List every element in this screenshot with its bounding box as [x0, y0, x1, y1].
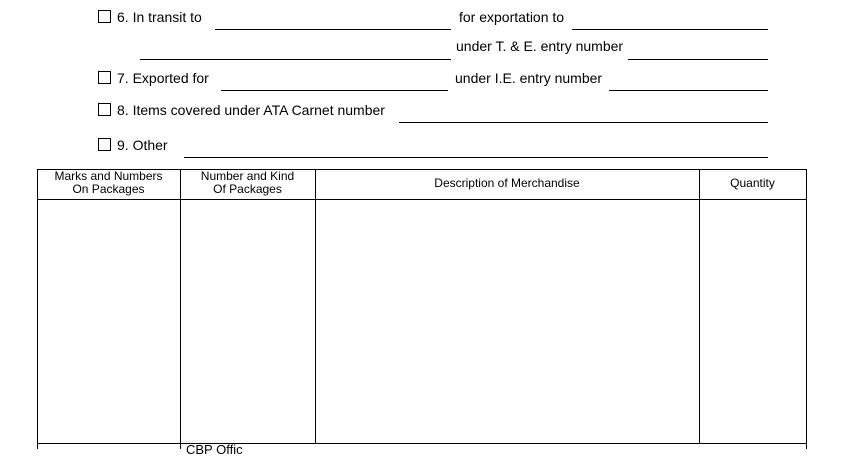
item8-checkbox[interactable] — [98, 103, 111, 116]
item9-label: 9. Other — [117, 137, 168, 153]
ie-entry-label: under I.E. entry number — [455, 70, 603, 86]
item7-checkbox[interactable] — [98, 71, 111, 84]
quantity-cell[interactable] — [700, 200, 806, 443]
header-marks-numbers — [37, 170, 180, 196]
for-exportation-label: for exportation to — [459, 9, 565, 25]
ata-carnet-number-field[interactable] — [399, 104, 768, 123]
exportation-to-field[interactable] — [572, 11, 768, 30]
item6-checkbox[interactable] — [98, 10, 111, 23]
header-quantity-line1: Quantity — [730, 176, 775, 190]
te-entry-label: under T. & E. entry number — [456, 38, 624, 54]
header-description-line1: Description of Merchandise — [434, 176, 580, 190]
item7-label: 7. Exported for — [117, 70, 209, 86]
header-number-line2: Of Packages — [213, 182, 282, 196]
item8-label: 8. Items covered under ATA Carnet number — [117, 102, 385, 118]
item9-checkbox[interactable] — [98, 138, 111, 151]
in-transit-to-field[interactable] — [215, 11, 451, 30]
in-transit-second-line-field[interactable] — [140, 41, 451, 60]
header-number-line1: Number and Kind — [200, 169, 295, 183]
ie-entry-number-field[interactable] — [609, 72, 768, 91]
header-number-kind — [180, 170, 315, 196]
cbp-office-partial-label: CBP Offic — [186, 442, 243, 457]
header-description — [315, 177, 699, 190]
number-kind-cell[interactable] — [181, 200, 315, 443]
item6-label: 6. In transit to — [117, 9, 202, 25]
header-quantity — [699, 177, 806, 190]
marks-numbers-cell[interactable] — [38, 200, 180, 443]
other-field[interactable] — [184, 139, 768, 158]
description-cell[interactable] — [316, 200, 699, 443]
header-marks-line2: On Packages — [72, 182, 145, 196]
exported-for-field[interactable] — [221, 72, 448, 91]
table-body-bottom-border — [37, 443, 807, 444]
table-right-border — [806, 169, 807, 449]
header-marks-line1: Marks and Numbers — [54, 169, 163, 183]
te-entry-number-field[interactable] — [628, 41, 768, 60]
